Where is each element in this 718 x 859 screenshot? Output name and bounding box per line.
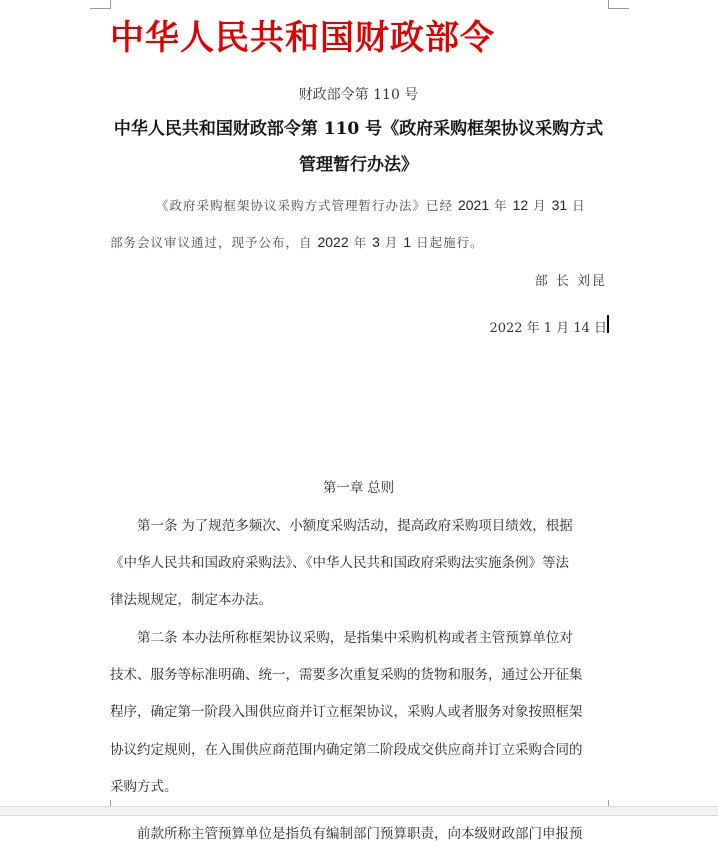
article-1-line[interactable]: 律法规规定，制定本办法。 [110,592,272,607]
effective-month: 3 [372,234,380,250]
decree-text: 《政府采购框架协议采购方式管理暂行办法》已经 [156,198,458,213]
text-cursor [607,315,609,333]
effective-year: 2022 [317,234,349,250]
red-header-title: 中华人民共和国财政部令 [110,18,495,58]
page-break [0,806,718,816]
article-2-line[interactable]: 技术、服务等标准明确、统一，需要多次重复采购的货物和服务，通过公开征集 [110,667,583,682]
decree-year: 2021 [457,197,490,213]
decree-paragraph-line-1[interactable] [110,196,607,214]
decree-text: 年 [348,235,373,250]
decree-text: 日 [567,198,586,213]
decree-text: 年 [489,198,513,213]
article-2-line[interactable]: 采购方式。 [110,779,178,794]
decree-date: 2022 年 1 月 14 日 [489,321,607,336]
article-2-line[interactable]: 协议约定规则，在入围供应商范围内确定第二阶段成交供应商并订立采购合同的 [110,742,583,757]
article-2-line[interactable]: 程序，确定第一阶段入围供应商并订立框架协议，采购人或者服务对象按照框架 [110,704,583,719]
decree-paragraph-line-2[interactable] [110,233,607,251]
decree-text: 月 [528,198,552,213]
minister-signature: 部 长 刘昆 [534,274,607,289]
article-1-line[interactable]: 第一条 为了规范多频次、小额度采购活动，提高政府采购项目绩效，根据 [137,518,573,533]
document-title-line-2: 管理暂行办法》 [299,155,418,175]
decree-day: 31 [551,197,568,213]
next-page-line[interactable]: 前款所称主管预算单位是指负有编制部门预算职责，向本级财政部门申报预 [137,826,583,841]
page-corner-mark [608,0,629,9]
decree-text: 部务会议审议通过，现予公布，自 [110,235,318,250]
article-2-line[interactable]: 第二条 本办法所称框架协议采购，是指集中采购机构或者主管预算单位对 [137,630,573,645]
effective-day: 1 [403,234,412,250]
document-number: 财政部令第 110 号 [298,87,419,103]
decree-month: 12 [512,197,529,213]
decree-text: 日起施行。 [411,235,484,250]
page-corner-mark [90,0,111,9]
article-1-line[interactable]: 《中华人民共和国政府采购法》、《中华人民共和国政府采购法实施条例》等法 [110,555,569,570]
decree-text: 月 [379,235,404,250]
chapter-heading: 第一章 总则 [322,480,395,495]
document-title-line-1: 中华人民共和国财政部令第 110 号《政府采购框架协议采购方式 [113,119,604,139]
